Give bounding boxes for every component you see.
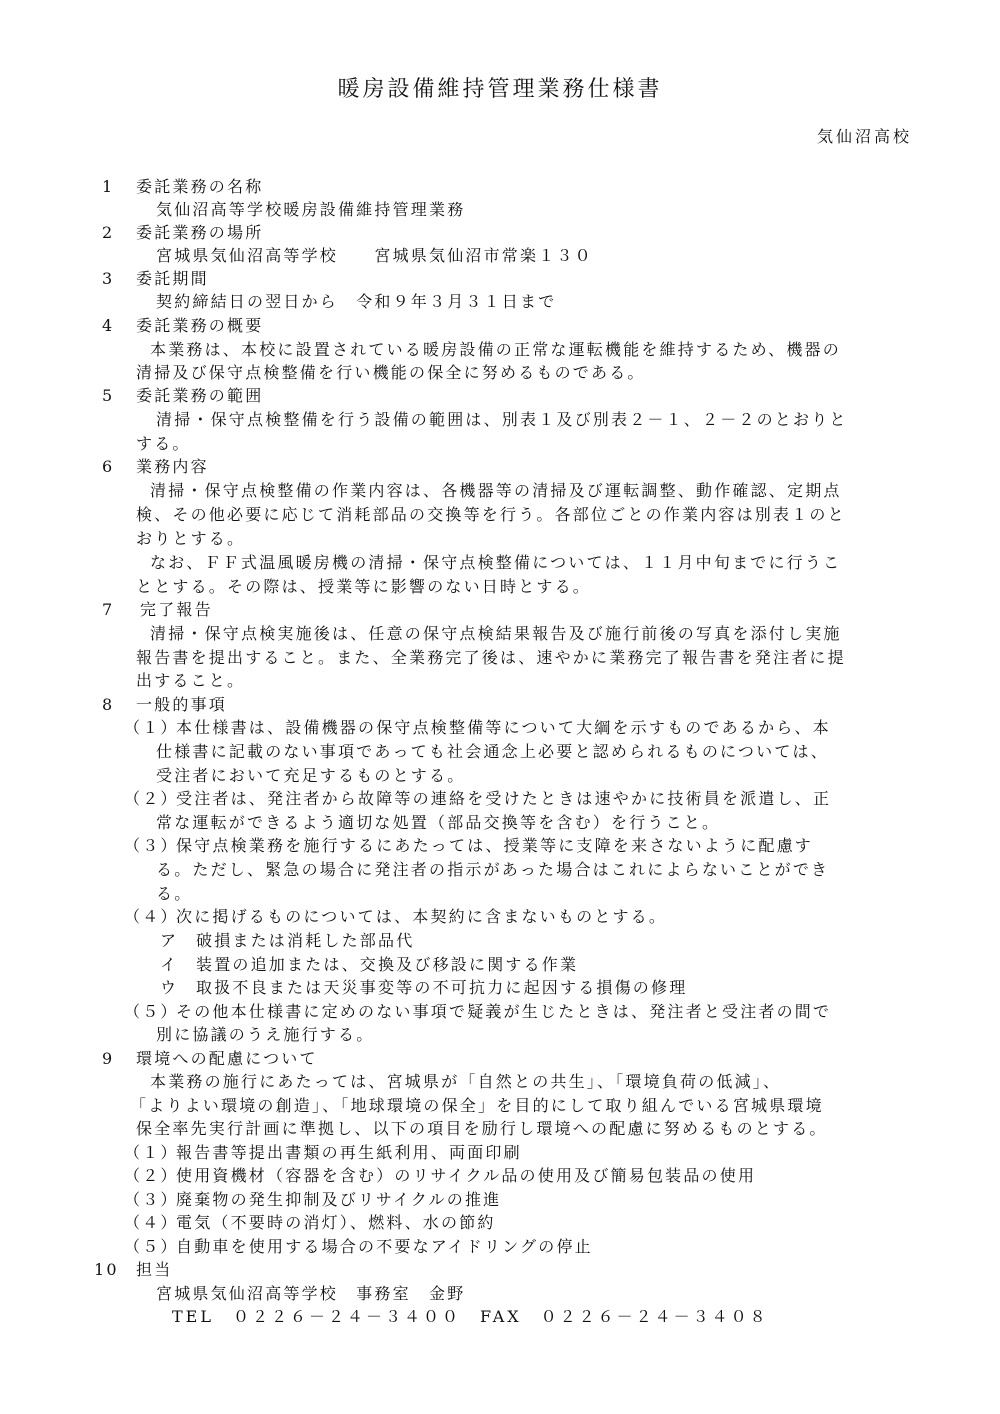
section-body-line: 検、その他必要に応じて消耗部品の交換等を行う。各部位ごとの作業内容は別表１のと [136, 505, 846, 524]
section-body-line: 清掃・保守点検整備を行う設備の範囲は、別表１及び別表２－１、２－２のとおりと [156, 410, 848, 429]
section-body-line: ととする。その際は、授業等に影響のない日時とする。 [136, 577, 592, 596]
item-line: 別に協議のうえ施行する。 [156, 1025, 375, 1044]
section-number: 3 [102, 269, 115, 288]
item-mark: （４） [124, 1213, 179, 1232]
sub-item-text: 装置の追加または、交換及び移設に関する作業 [196, 955, 579, 974]
section-body-line: 本業務の施行にあたっては、宮城県が「自然との共生」、「環境負荷の低減」、 [150, 1072, 782, 1091]
section-body-line: 報告書を提出すること。また、全業務完了後は、速やかに業務完了報告書を発注者に提 [136, 648, 846, 667]
section-heading: 一般的事項 [136, 695, 228, 714]
item-line: 次に掲げるものについては、本契約に含まないものとする。 [176, 907, 668, 926]
sub-item-mark: イ [160, 955, 179, 974]
section-body-line: 契約締結日の翌日から 令和９年３月３１日まで [156, 292, 557, 311]
school-name: 気仙沼高校 [816, 127, 912, 146]
item-mark: （５） [124, 1002, 179, 1021]
section-body-line: 保全率先実行計画に準拠し、以下の項目を励行し環境への配慮に努めるものとする。 [136, 1119, 828, 1138]
section-heading: 委託業務の名称 [136, 177, 264, 196]
sub-item-text: 破損または消耗した部品代 [196, 931, 415, 950]
section-body-line: 本業務は、本校に設置されている暖房設備の正常な運転機能を維持するため、機器の [150, 340, 841, 359]
section-heading: 委託期間 [136, 269, 209, 288]
section-heading: 業務内容 [136, 457, 209, 476]
item-text: 廃棄物の発生抑制及びリサイクルの推進 [176, 1190, 502, 1209]
item-line: 保守点検業務を施行するにあたっては、授業等に支障を来さないように配慮す [176, 836, 814, 855]
section-heading: 委託業務の範囲 [136, 386, 264, 405]
section-heading: 完了報告 [140, 600, 213, 619]
item-line: 受注者は、発注者から故障等の連絡を受けたときは速やかに技術員を派遣し、正 [176, 789, 832, 808]
section-number: 8 [102, 695, 115, 714]
section-heading: 担当 [136, 1260, 173, 1279]
item-mark: （３） [124, 836, 179, 855]
section-number: 9 [102, 1049, 115, 1068]
item-line: 受注者において充足するものとする。 [156, 766, 466, 785]
section-body-line: 出すること。 [136, 671, 246, 690]
section-heading: 委託業務の概要 [136, 316, 264, 335]
contact-line: 宮城県気仙沼高等学校 事務室 金野 [156, 1284, 466, 1303]
item-mark: （１） [124, 1143, 179, 1162]
section-body-line: 気仙沼高等学校暖房設備維持管理業務 [156, 200, 466, 219]
item-line: 常な運転ができるよう適切な処置（部品交換等を含む）を行うこと。 [156, 813, 721, 832]
section-body-line: 「よりよい環境の創造」、「地球環境の保全」を目的にして取り組んでいる宮城県環境 [130, 1096, 824, 1115]
item-text: 報告書等提出書類の再生紙利用、両面印刷 [176, 1143, 522, 1162]
item-text: 自動車を使用する場合の不要なアイドリングの停止 [176, 1237, 593, 1256]
section-number: 7 [102, 600, 115, 619]
item-mark: （４） [124, 907, 179, 926]
document-title: 暖房設備維持管理業務仕様書 [337, 77, 663, 102]
item-mark: （３） [124, 1190, 179, 1209]
item-line: る。ただし、緊急の場合に発注者の指示があった場合はこれによらないことができ [156, 860, 830, 879]
item-mark: （５） [124, 1237, 179, 1256]
section-body-line: おりとする。 [136, 529, 246, 548]
section-body-line: 清掃・保守点検実施後は、任意の保守点検結果報告及び施行前後の写真を添付し実施 [150, 624, 842, 643]
item-mark: （２） [124, 1166, 179, 1185]
section-number: 10 [94, 1260, 119, 1279]
section-number: 6 [102, 457, 115, 476]
item-line: その他本仕様書に定めのない事項で疑義が生じたときは、発注者と受注者の間で [176, 1002, 832, 1021]
section-heading: 委託業務の場所 [136, 223, 264, 242]
section-heading: 環境への配慮について [136, 1049, 318, 1068]
section-number: 2 [102, 223, 115, 242]
item-line: る。 [156, 884, 193, 903]
item-text: 使用資機材（容器を含む）のリサイクル品の使用及び簡易包装品の使用 [176, 1166, 757, 1185]
item-text: 電気（不要時の消灯）、燃料、水の節約 [176, 1213, 496, 1232]
item-line: 本仕様書は、設備機器の保守点検整備等について大綱を示すものであるから、本 [176, 718, 831, 737]
section-number: 5 [102, 386, 115, 405]
sub-item-text: 取扱不良または天災事変等の不可抗力に起因する損傷の修理 [196, 978, 688, 997]
item-line: 仕様書に記載のない事項であっても社会通念上必要と認められるものについては、 [156, 742, 829, 761]
section-body-line: する。 [136, 434, 191, 453]
sub-item-mark: ウ [160, 978, 179, 997]
sub-item-mark: ア [160, 931, 179, 950]
section-body-line: なお、ＦＦ式温風暖房機の清掃・保守点検整備については、１１月中旬までに行うこ [150, 553, 842, 572]
item-mark: （１） [124, 718, 179, 737]
section-body-line: 宮城県気仙沼高等学校 宮城県気仙沼市常楽１３０ [156, 246, 593, 265]
section-number: 4 [102, 316, 115, 335]
item-mark: （２） [124, 789, 179, 808]
section-number: 1 [102, 177, 115, 196]
section-body-line: 清掃及び保守点検整備を行い機能の保全に努めるものである。 [136, 363, 646, 382]
contact-phone-fax: TEL ０２２６－２４－３４００ FAX ０２２６－２４－３４０８ [172, 1307, 769, 1326]
section-body-line: 清掃・保守点検整備の作業内容は、各機器等の清掃及び運転調整、動作確認、定期点 [150, 481, 842, 500]
